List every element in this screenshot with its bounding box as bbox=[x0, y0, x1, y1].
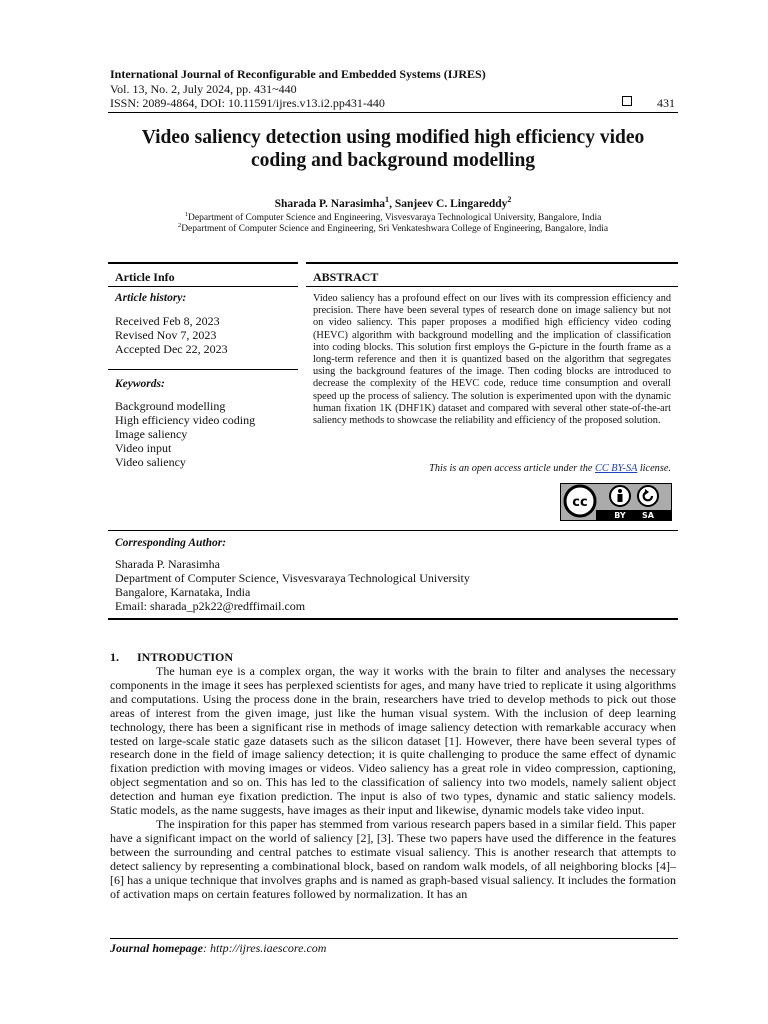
keyword-item: High efficiency video coding bbox=[115, 413, 256, 427]
square-icon bbox=[622, 96, 632, 106]
aff-2-text: Department of Computer Science and Engineering, Sri Venkateshwara College of Engineering, Bangalore, India bbox=[181, 224, 609, 235]
cc-icon bbox=[565, 486, 595, 516]
abstract-heading: ABSTRACT bbox=[313, 270, 379, 284]
cc-by-sa-link[interactable]: CC BY-SA bbox=[595, 463, 638, 474]
license-suffix: license. bbox=[637, 463, 671, 474]
corresponding-name: Sharada P. Narasimha bbox=[115, 557, 220, 571]
header-divider bbox=[108, 112, 678, 113]
aff-2-sup: 2 bbox=[177, 222, 182, 229]
keyword-item: Video input bbox=[115, 441, 172, 455]
corresponding-heading: Corresponding Author: bbox=[115, 537, 227, 549]
accepted-date: Accepted Dec 22, 2023 bbox=[115, 342, 228, 356]
article-history-heading: Article history: bbox=[115, 292, 187, 304]
author-list bbox=[108, 195, 678, 210]
volume-info: Vol. 13, No. 2, July 2024, pp. 431~440 bbox=[110, 82, 297, 96]
title-line-1: Video saliency detection using modified high efficiency video bbox=[141, 127, 645, 148]
share-alike-icon bbox=[638, 486, 658, 506]
revised-date: Revised Nov 7, 2023 bbox=[115, 328, 217, 342]
keywords-rule bbox=[108, 369, 298, 370]
author-1-sup: 1 bbox=[385, 195, 390, 204]
badge-sa-label: SA bbox=[642, 511, 654, 520]
author-1: Sharada P. Narasimha bbox=[274, 197, 386, 210]
footer-divider bbox=[110, 938, 678, 939]
cc-by-sa-badge[interactable] bbox=[560, 483, 672, 521]
keyword-item: Image saliency bbox=[115, 427, 188, 441]
author-separator: , bbox=[389, 197, 395, 210]
corresponding-top-rule bbox=[108, 530, 678, 531]
badge-by-label: BY bbox=[614, 511, 626, 520]
article-info-rule bbox=[108, 286, 298, 287]
homepage-label: Journal homepage bbox=[110, 941, 204, 955]
author-2: Sanjeev C. Lingareddy bbox=[394, 197, 508, 210]
keyword-item: Video saliency bbox=[115, 455, 186, 469]
paragraph: The human eye is a complex organ, the way it works with the brain to filter and analyses the necessary components in the image it sees has perplexed scientists for ages, and many have tried to replicate it using algorithms and computations. Using the process done in the brain, researchers have tried to develop methods to pick out those areas of interest from the given image, just like the human visual system. With the inclusion of deep learning technology, there has been a significant rise in methods of image saliency detection with remarkable accuracy when tested on large-scale static gaze datasets such as the silicon dataset [1]. However, there have been several types of research done in the field of image saliency detection; it is quite challenging to produce the same effect of dynamic fixation prediction with moving images or videos. Video saliency has a great role in video compression, captioning, object segmentation and so on. This has led to the classification of saliency into two models, namely salient object detection and human eye fixation prediction. The input is also of two types, dynamic and static saliency models. Static models, as the name suggests, have images as their input and likewise, dynamic models take video input. bbox=[110, 664, 676, 818]
corresponding-dept: Department of Computer Science, Visvesvaraya Technological University bbox=[115, 571, 470, 585]
affiliation-2 bbox=[108, 222, 678, 234]
license-statement bbox=[313, 463, 671, 474]
abstract-text: Video saliency has a profound effect on our lives with its compression efficiency and precision. There have been several types of research done on image saliency but not on video saliency. This paper proposes a modified high efficiency video coding (HEVC) algorithm with background modelling and the implication of classification into coding blocks. This solution first employs the G-picture in the fourth frame as a long-term reference and then it is quantized based on the algorithm that segregates using the background features of the image. Then coding blocks are introduced to decrease the complexity of the HEVC code, reduce time consumption and overall speed up the process of saliency. The solution is experimented upon with the dynamic human fixation 1K (DHF1K) dataset and compared with several other state-of-the-art saliency methods to showcase the reliability and efficiency of the proposed solution. bbox=[313, 293, 671, 427]
abstract-top-rule bbox=[306, 262, 678, 264]
homepage-url[interactable]: : http://ijres.iaescore.com bbox=[203, 941, 327, 955]
issn-doi: ISSN: 2089-4864, DOI: 10.11591/ijres.v13.i2.pp431-440 bbox=[110, 96, 385, 110]
abstract-rule bbox=[306, 286, 678, 287]
paper-title bbox=[108, 126, 678, 172]
journal-name: International Journal of Reconfigurable and Embedded Systems (IJRES) bbox=[110, 67, 486, 81]
attribution-icon bbox=[610, 486, 630, 506]
svg-text:cc: cc bbox=[572, 495, 588, 510]
section-heading-introduction: 1. INTRODUCTION bbox=[110, 650, 234, 664]
aff-1-text: Department of Computer Science and Engineering, Visvesvaraya Technological University, Bangalore, India bbox=[188, 213, 602, 224]
keyword-item: Background modelling bbox=[115, 399, 226, 413]
aff-1-sup: 1 bbox=[184, 211, 189, 218]
received-date: Received Feb 8, 2023 bbox=[115, 314, 220, 328]
article-info-top-rule bbox=[108, 262, 298, 264]
introduction-body bbox=[110, 665, 676, 901]
paragraph: The inspiration for this paper has stemmed from various research papers based in a similar field. This paper have a significant impact on the world of saliency [2], [3]. These two papers have used the difference in the features between the surrounding and central patches to estimate visual saliency. This is another research that attempts to detect saliency by representing a combinational block, based on random walk models, of all neighboring blocks [4]–[6] has a unique technique that involves graphs and is named as graph-based visual saliency. It includes the formation of activation maps on certain features followed by normalization. It has an bbox=[110, 816, 676, 901]
page-number: 431 bbox=[657, 96, 675, 110]
journal-homepage bbox=[110, 941, 326, 956]
author-2-sup: 2 bbox=[507, 195, 512, 204]
keywords-heading: Keywords: bbox=[115, 378, 165, 390]
corresponding-email: Email: sharada_p2k22@redffimail.com bbox=[115, 599, 306, 613]
corresponding-city: Bangalore, Karnataka, India bbox=[115, 585, 251, 599]
title-line-2: coding and background modelling bbox=[250, 150, 536, 171]
corresponding-bottom-rule bbox=[108, 618, 678, 620]
license-prefix: This is an open access article under the bbox=[429, 463, 595, 474]
article-info-heading: Article Info bbox=[115, 270, 175, 284]
